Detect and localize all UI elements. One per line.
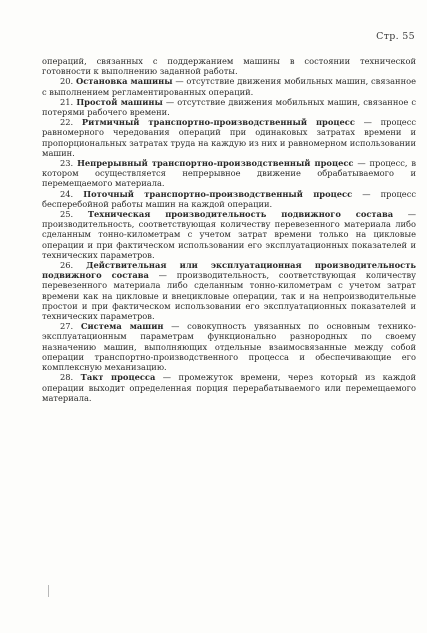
term-dash: —	[175, 76, 184, 87]
paragraph-21	[42, 97, 416, 117]
term-heading: Действительная или эксплуатационная производительность подвижного состава	[42, 260, 416, 281]
paragraph-number: 21.	[60, 96, 74, 107]
paragraph-26	[42, 260, 416, 321]
term-dash: —	[357, 158, 366, 169]
term-heading: Ритмичный транспортно-производственный процесс	[81, 117, 355, 128]
paragraph-27	[42, 321, 416, 372]
term-heading: Непрерывный транспортно-производственный процесс	[77, 158, 354, 169]
scan-margin-mark	[48, 585, 49, 597]
paragraph-number: 24.	[60, 188, 74, 199]
paragraph-continuation	[42, 56, 416, 76]
paragraph-text: процесс, в котором осуществляется непрерывное движение обрабатываемого и перемещаемого материала.	[42, 158, 417, 189]
paragraph-23	[42, 158, 416, 189]
term-dash: —	[407, 209, 417, 220]
paragraph-text: процесс равномерного чередования операций при одинаковых затратах времени и пропорциональных затратах труда на каждую из них и равномерном использовании машин.	[42, 117, 416, 158]
paragraph-28	[42, 372, 416, 403]
standard-text-body	[42, 56, 416, 403]
paragraph-24	[42, 189, 416, 209]
paragraph-number: 25.	[60, 209, 74, 220]
paragraph-text: совокупность увязанных по основным технико-эксплуатационным параметрам функционально разнородных по своему назначению машин, выполняющих отдельные взаимосвязанные между собой операции транспортно-производственного процесса и обеспечивающие его комплексную механизацию.	[42, 321, 416, 373]
page-number: Стр. 55	[376, 31, 415, 42]
paragraph-text: операций, связанных с поддержанием машины в состоянии технической готовности к выполнению заданной работы.	[42, 56, 416, 77]
paragraph-number: 26.	[60, 260, 74, 271]
term-heading: Поточный транспортно-производственный процесс	[83, 188, 353, 199]
paragraph-text: отсутствие движения мобильных машин, связанное с выполнением регламентированных операций.	[42, 76, 417, 97]
term-dash: —	[171, 321, 180, 332]
term-heading: Такт процесса	[80, 372, 156, 383]
term-dash: —	[362, 188, 371, 199]
term-dash: —	[165, 96, 175, 107]
term-heading: Остановка машины	[75, 76, 173, 87]
paragraph-number: 22.	[60, 117, 74, 128]
term-heading: Техническая производительность подвижного состава	[87, 209, 394, 220]
paragraph-text: отсутствие движения мобильных машин, связанное с потерями рабочего времени.	[42, 96, 417, 118]
term-dash: —	[363, 117, 372, 128]
paragraph-text: промежуток времени, через который из каждой операции выходит определенная порция перерабатываемого или перемещаемого материала.	[42, 372, 417, 403]
paragraph-number: 20.	[60, 76, 74, 87]
paragraph-20	[42, 76, 416, 96]
term-dash: —	[158, 270, 167, 281]
term-heading: Система машин	[80, 321, 164, 332]
paragraph-number: 23.	[60, 158, 74, 169]
paragraph-text: производительность, соответствующая количеству перевезенного материала либо сделанным тонно-километрам с учетом затрат времени как на цикловые и внецикловые операции, так и на непроизводительные простои и при фактическом использовании его эксплуатационных показателей и технических параметров.	[42, 270, 417, 322]
paragraph-number: 27.	[60, 321, 74, 332]
paragraph-25	[42, 209, 416, 260]
paragraph-22	[42, 117, 416, 158]
paragraph-number: 28.	[60, 372, 74, 383]
paragraph-text: производительность, соответствующая количеству перевезенного материала либо сделанным тонно-километрам с учетом затрат времени только на цикловые операции и при фактическом использовании его эксплуатационных показателей и технических параметров.	[42, 219, 416, 260]
term-dash: —	[162, 372, 172, 383]
paragraph-text: процесс бесперебойной работы машин на каждой операции.	[42, 188, 417, 209]
term-heading: Простой машины	[76, 96, 163, 107]
